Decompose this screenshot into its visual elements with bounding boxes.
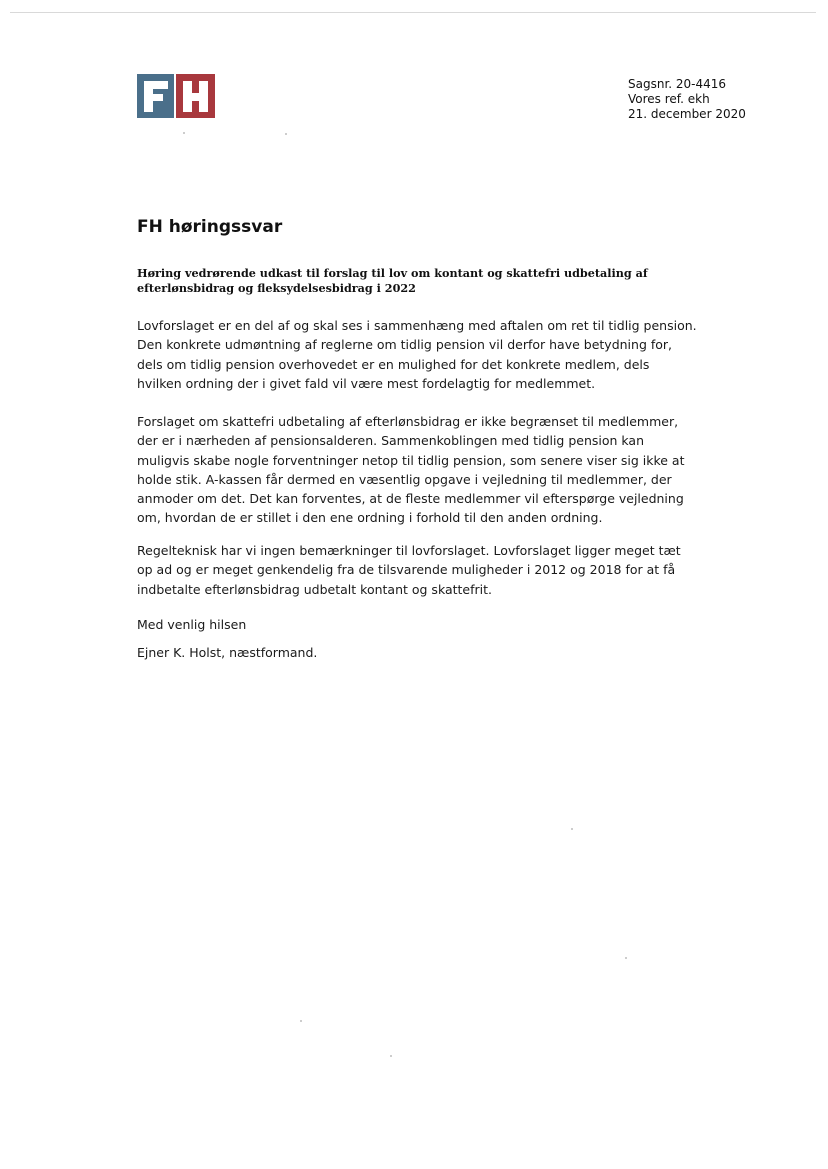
scan-speck — [300, 1020, 302, 1022]
closing-greeting: Med venlig hilsen — [137, 617, 247, 632]
scan-speck — [183, 132, 185, 134]
document-title: FH høringssvar — [137, 217, 283, 237]
subject-line: Høring vedrørende udkast til forslag til lov om kontant og skattefri udbetaling af efterlønsbidrag og fleksydelsesbidrag i 2022 — [137, 266, 648, 295]
fh-logo — [137, 74, 215, 118]
reference: Vores ref. ekh — [628, 92, 710, 106]
body-paragraph-2: Forslaget om skattefri udbetaling af efterlønsbidrag er ikke begrænset til medlemmer, der er i nærheden af pensionsalderen. Sammenkoblingen med tidlig pension kan muligvis skabe nogle forventninger netop til tidlig pension, som senere viser sig ikke at holde stik. A-kassen får dermed en væsentlig opgave i vejledning til medlemmer, der anmoder om det. Det kan forventes, at de fleste medlemmer vil efterspørge vejledning om, hvordan de er stillet i den ene ordning i forhold til den anden ordning. — [137, 414, 685, 526]
body-paragraph-1: Lovforslaget er en del af og skal ses i sammenhæng med aftalen om ret til tidlig pension. Den konkrete udmøntning af reglerne om tidlig pension vil derfor have betydning for, dels om tidlig pension overhovedet er en mulighed for det konkrete medlem, dels hvilken ordning der i givet fald vil være mest fordelagtig for medlemmet. — [137, 318, 697, 391]
letter-date: 21. december 2020 — [628, 107, 746, 121]
case-number: Sagsnr. 20-4416 — [628, 77, 727, 91]
letter-meta — [628, 77, 746, 122]
scan-edge-line — [10, 12, 816, 13]
scan-speck — [390, 1055, 392, 1057]
scan-speck — [571, 828, 573, 830]
scan-speck — [625, 957, 627, 959]
signature: Ejner K. Holst, næstformand. — [137, 645, 318, 660]
scan-speck — [285, 133, 287, 135]
body-paragraph-3: Regelteknisk har vi ingen bemærkninger til lovforslaget. Lovforslaget ligger meget tæt op ad og er meget genkendelig fra de tilsvarende muligheder i 2012 og 2018 for at få indbetalte efterlønsbidrag udbetalt kontant og skattefrit. — [137, 543, 681, 597]
